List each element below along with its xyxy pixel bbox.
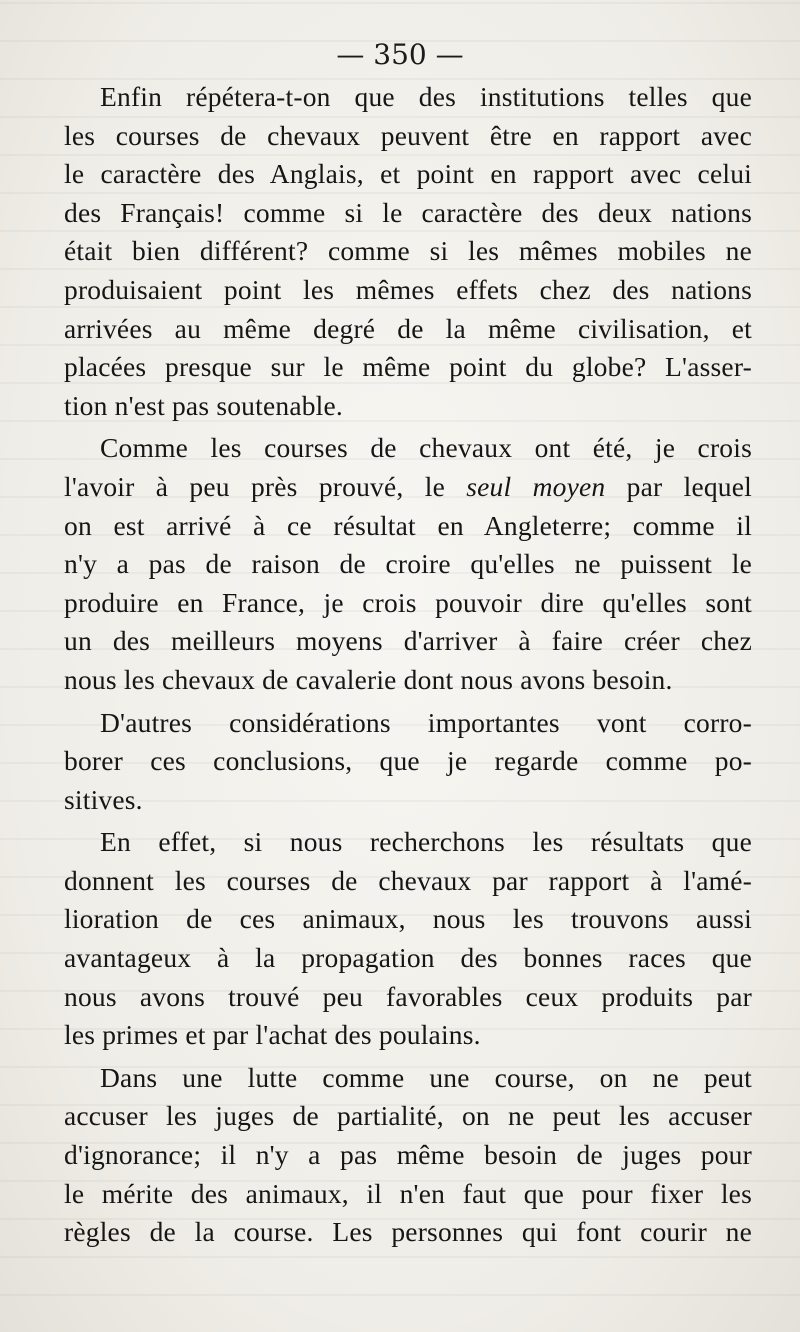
emphasis-text: seul moyen [466,470,606,502]
text-line: n'y a pas de raison de croire qu'elles ne puissent le [64,548,752,580]
text-line-with-emphasis [64,468,752,507]
text-line: règles de la course. Les personnes qui font courir ne [64,1216,752,1248]
text-line: nous les chevaux de cavalerie dont nous avons besoin. [64,663,673,695]
text-line: donnent les courses de chevaux par rapport à l'amé- [64,864,752,896]
text-line: tion n'est pas soutenable. [64,389,343,421]
text-line: Enfin répétera-t-on que des institutions telles que [100,81,752,112]
text-line: les courses de chevaux peuvent être en rapport avec [64,119,752,151]
text-line: En effet, si nous recherchons les résultats que [100,826,752,858]
text-line: placées presque sur le même point du globe? L'asser- [64,351,752,383]
text-line: le mérite des animaux, il n'en faut que pour fixer les [64,1177,752,1209]
text-line: borer ces conclusions, que je regarde comme po- [64,745,752,777]
text-line: produire en France, je crois pouvoir dire qu'elles sont [64,586,752,618]
paragraph-2 [64,429,752,699]
text-segment: par lequel [626,470,753,502]
text-line: Dans une lutte comme une course, on ne peut [100,1061,752,1093]
paragraph-4 [64,823,752,1055]
text-line: nous avons trouvé peu favorables ceux produits par [64,980,752,1012]
text-line: Comme les courses de chevaux ont été, je crois [100,432,752,464]
text-line: arrivées au même degré de la même civilisation, et [64,312,752,344]
text-line: le caractère des Anglais, et point en rapport avec celui [64,158,752,190]
body-text [64,78,752,1256]
text-line: d'ignorance; il n'y a pas même besoin de juges pour [64,1139,752,1171]
text-line: était bien différent? comme si les mêmes mobiles ne [64,235,752,267]
text-line: un des meilleurs moyens d'arriver à faire créer chez [64,625,752,657]
text-line: des Français! comme si le caractère des deux nations [64,196,752,228]
text-line: sitives. [64,783,143,815]
text-line: les primes et par l'achat des poulains. [64,1019,481,1051]
text-line: produisaient point les mêmes effets chez des nations [64,273,752,305]
text-line: D'autres considérations importantes vont corro- [100,706,752,738]
text-segment: l'avoir à peu près prouvé, le [64,470,445,502]
paragraph-5 [64,1059,752,1252]
paragraph-3 [64,704,752,820]
text-line: lioration de ces animaux, nous les trouvons aussi [64,903,752,935]
page-number: — 350 — [336,38,464,71]
text-line: avantageux à la propagation des bonnes races que [64,942,752,974]
text-line: accuser les juges de partialité, on ne peut les accuser [64,1100,752,1132]
paragraph-1 [64,78,752,425]
text-line: on est arrivé à ce résultat en Angleterre; comme il [64,509,752,541]
